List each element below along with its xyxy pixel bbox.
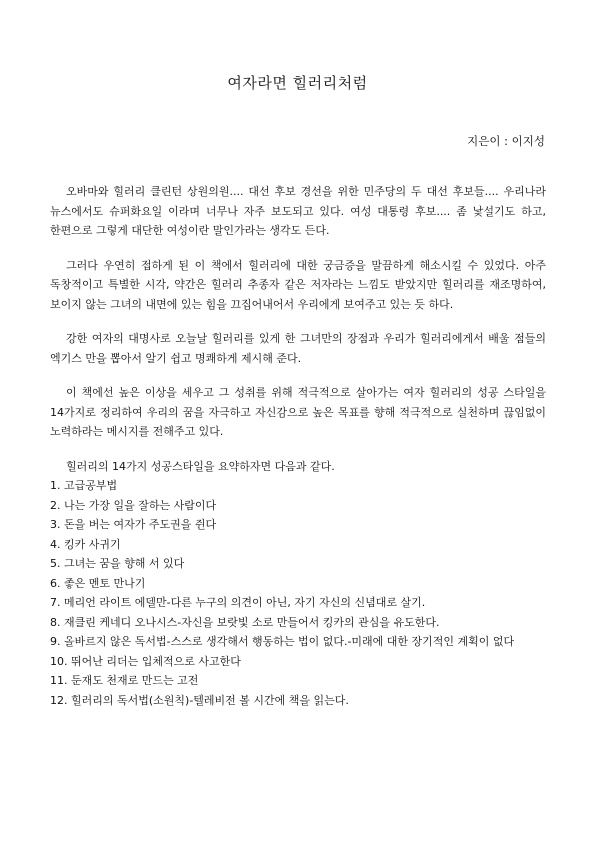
list-item: 8. 재클린 케네디 오나시스-자신을 보랏빛 소로 만들어서 킹카의 관심을 유도한다. bbox=[50, 615, 440, 629]
paragraph: 이 책에선 높은 이상을 세우고 그 성취를 위해 적극적으로 살아가는 여자 힐러리의 성공 스타일을 14가지로 정리하여 우리의 꿈을 자극하고 자신감으로 높은 목표를 향해 적극적으로 실천하며 끊임없이 노력하라는 메시지를 전해주고 있다. bbox=[50, 386, 546, 438]
list-item: 10. 뛰어난 리더는 입체적으로 사고한다 bbox=[50, 654, 241, 668]
success-style-list bbox=[50, 476, 546, 710]
list-item: 7. 메리언 라이트 에델만-다른 누구의 의견이 아닌, 자기 자신의 신념대로 살기. bbox=[50, 596, 426, 609]
list-item: 1. 고급공부법 bbox=[50, 479, 118, 492]
list-item: 11. 둔재도 천재로 만드는 고전 bbox=[50, 674, 199, 687]
list-item: 3. 돈을 버는 여자가 주도권을 쥔다 bbox=[50, 518, 217, 531]
list-item: 2. 나는 가장 일을 잘하는 사람이다 bbox=[50, 498, 217, 512]
list-item: 5. 그녀는 꿈을 향해 서 있다 bbox=[50, 557, 185, 570]
list-item: 4. 킹카 사귀기 bbox=[50, 537, 121, 551]
document-body bbox=[50, 182, 546, 710]
document-title: 여자라면 힐러리처럼 bbox=[227, 74, 368, 92]
paragraph: 그러다 우연히 접하게 된 이 책에서 힐러리에 대한 궁금증을 말끔하게 해소시킬 수 있었다. 아주 독창적이고 특별한 시각, 약간은 힐러리 추종자 같은 저자라는 느낌도 받았지만 힐러리를 재조명하여, 보이지 않는 그녀의 내면에 있는 힘을 끄집어내어서 우리에게 보여주고 있는 듯 하다. bbox=[50, 258, 546, 311]
paragraph: 오바마와 힐러리 클린턴 상원의원.... 대선 후보 경선을 위한 민주당의 두 대선 후보들.... 우리나라 뉴스에서도 슈퍼화요일 이라며 너무나 자주 보도되고 있다. 여성 대통령 후보.... 좀 낯설기도 하고, 한편으로 그렇게 대단한 여성이란 말인가라는 생각도 든다. bbox=[50, 185, 546, 237]
list-item: 6. 좋은 멘토 만나기 bbox=[50, 576, 146, 590]
paragraph: 강한 여자의 대명사로 오늘날 힐러리를 있게 한 그녀만의 장점과 우리가 힐러리에게서 배울 점들의 엑기스 만을 뽑아서 알기 쉽고 명쾌하게 제시해 준다. bbox=[50, 332, 546, 365]
list-intro: 힐러리의 14가지 성공스타일을 요약하자면 다음과 같다. bbox=[66, 459, 335, 473]
author-line: 지은이 : 이지성 bbox=[467, 134, 545, 148]
list-item: 9. 올바르지 않은 독서법-스스로 생각해서 행동하는 법이 없다.-미래에 대한 장기적인 계획이 없다 bbox=[50, 635, 515, 648]
list-item: 12. 힐러리의 독서법(소원칙)-텔레비전 볼 시간에 책을 읽는다. bbox=[50, 693, 349, 707]
